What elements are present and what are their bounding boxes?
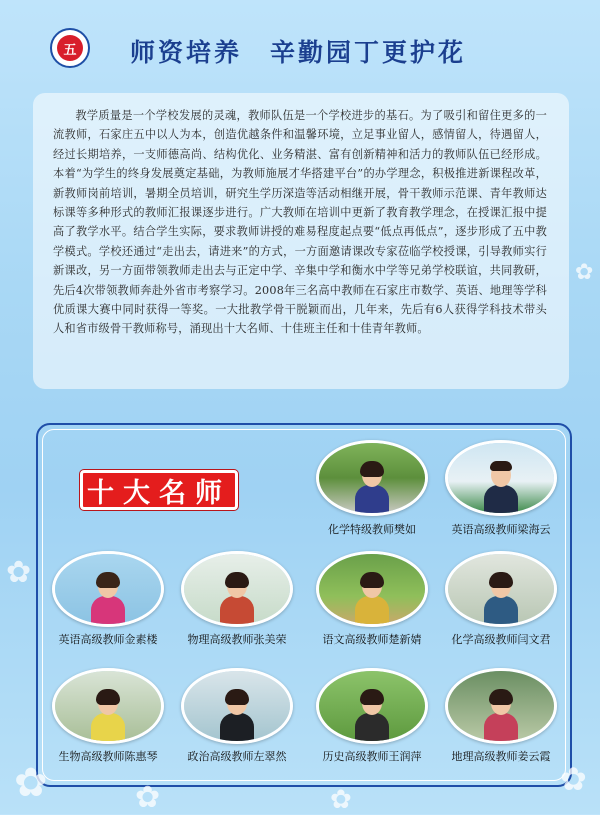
teacher-photo: [445, 668, 557, 744]
intro-paragraph: 教学质量是一个学校发展的灵魂，教师队伍是一个学校进步的基石。为了吸引和留住更多的一流教师，石家庄五中以人为本，创造优越条件和温馨环境，立足事业留人，感情留人，待遇留人，经过长期培养，一支师德高尚、结构优化、业务精湛、富有创新精神和活力的教师队伍已经形成。本着“为学生的终身发展奠定基础，为教师施展才华搭建平台”的办学理念，积极推进新课程改革，新教师岗前培训，暑期全员培训，研究生学历深造等活动相继开展，骨干教师示范课、青年教师达标课等多种形式的教师汇报课逐步进行。广大教师在培训中更新了教育教学理念，在授课汇报中提高了教学水平。结合学生实际，要求教师讲授的难易程度起点要“低点再低点”，逐步形成了五中教学模式。学校还通过“走出去，请进来”的方式，一方面邀请课改专家莅临学校授课，引导教师实行新课改，另一方面带领教师走出去与正定中学、辛集中学和衡水中学等兄弟学校联谊，共同教研，先后4次带领教师奔赴外省市考察学习。2008年三名高中教师在石家庄市数学、英语、地理等学科优质课大赛中同时获得一等奖。一大批教学骨干脱颖而出，几年来，先后有6人获得学科技术带头人和省市级骨干教师称号，涌现出十大名师、十佳班主任和十佳青年教师。: [53, 109, 547, 336]
page-title: [130, 33, 466, 69]
teacher-caption: 地理高级教师姜云霞: [451, 750, 551, 763]
school-logo: [50, 28, 90, 68]
teacher-caption: 政治高级教师左翠然: [187, 750, 287, 763]
teacher-photo: [316, 440, 428, 516]
teacher-photo: [181, 551, 293, 627]
teacher-photo: [52, 551, 164, 627]
teacher-photo: [181, 668, 293, 744]
teacher-photo: [445, 440, 557, 516]
teacher-caption: 英语高级教师金素楼: [58, 633, 158, 646]
teacher-caption: 语文高级教师楚新婧: [322, 633, 422, 646]
teacher-caption: 历史高级教师王润萍: [322, 750, 422, 763]
flower-decoration-icon: ✿: [560, 760, 587, 798]
logo-emblem-icon: 五: [57, 35, 83, 61]
teacher-photo: [316, 551, 428, 627]
flower-decoration-icon: ✿: [14, 760, 48, 806]
teacher-photo: [445, 551, 557, 627]
title-part1: 师资培养: [130, 38, 243, 67]
title-part2: 辛勤园丁更护花: [270, 38, 467, 67]
teacher-photo: [52, 668, 164, 744]
teacher-photo: [316, 668, 428, 744]
teacher-caption: 生物高级教师陈惠琴: [58, 750, 158, 763]
teacher-caption: 化学高级教师闫文君: [451, 633, 551, 646]
flower-decoration-icon: ✿: [135, 780, 161, 815]
flower-decoration-icon: ✿: [330, 785, 352, 815]
top-ten-teachers-badge: 十大名师: [80, 470, 238, 510]
intro-panel: [33, 93, 569, 389]
teacher-caption: 物理高级教师张美荣: [187, 633, 287, 646]
flower-decoration-icon: ✿: [575, 260, 594, 285]
teacher-caption: 英语高级教师梁海云: [451, 523, 551, 536]
teacher-caption: 化学特级教师樊如: [328, 523, 416, 536]
flower-decoration-icon: ✿: [6, 555, 32, 590]
